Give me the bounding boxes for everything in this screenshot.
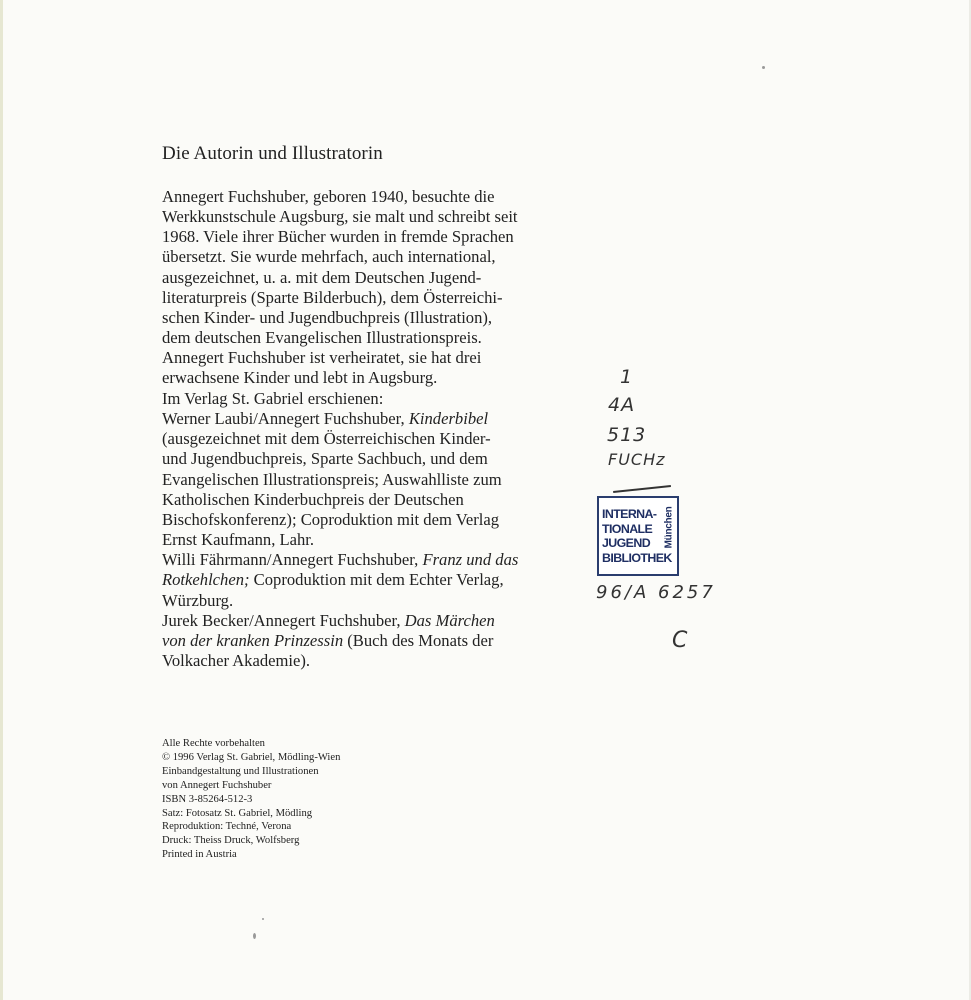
book-authors: Willi Fährmann/Annegert Fuchshuber, (162, 550, 423, 570)
imprint-line: Einbandgestaltung und Illustrationen (162, 765, 319, 777)
book-entry-kinderbibel (162, 409, 592, 429)
author-biography (162, 187, 592, 389)
imprint-line: Alle Rechte vorbehalten (162, 738, 265, 749)
book-note-line: (ausgezeichnet mit dem Österreichischen Kinder- (162, 429, 491, 449)
library-stamp (597, 496, 679, 576)
book-note-line: und Jugendbuchpreis, Sparte Sachbuch, und dem (162, 449, 488, 469)
bio-line: Annegert Fuchshuber, geboren 1940, besuchte die (162, 187, 495, 206)
imprint-block (162, 737, 340, 862)
paper-speck (762, 66, 765, 69)
book-note: Coproduktion mit dem Echter Verlag, (249, 570, 504, 590)
stamp-city: München (663, 506, 675, 549)
bio-line: dem deutschen Evangelischen Illustrationspreis. (162, 328, 482, 348)
stamp-underline (613, 485, 671, 493)
paper-speck (253, 933, 256, 939)
handwritten-mark: FUCHz (608, 450, 666, 469)
imprint-line: © 1996 Verlag St. Gabriel, Mödling-Wien (162, 751, 341, 763)
imprint-line: von Annegert Fuchshuber (162, 779, 272, 791)
stamp-line: TIONALE (602, 521, 653, 536)
book-entry-line: Volkacher Akademie). (162, 651, 311, 671)
book-entry-maerchen (162, 611, 592, 631)
page-edge-left (0, 0, 3, 1000)
handwritten-mark: 4A (608, 394, 636, 416)
handwritten-mark: 513 (607, 424, 647, 446)
book-title: Das Märchen (404, 610, 495, 630)
bio-line: 1968. Viele ihrer Bücher wurden in fremde Sprachen (162, 227, 514, 247)
book-note: (Buch des Monats der (343, 630, 494, 650)
handwritten-mark: 1 (620, 366, 634, 388)
bio-line: erwachsene Kinder und lebt in Augsburg. (162, 368, 438, 388)
book-entry-line (162, 570, 592, 590)
imprint-line: Printed in Austria (162, 849, 237, 861)
book-note-line: Bischofskonferenz); Coproduktion mit dem Verlag (162, 509, 500, 529)
handwritten-mark: C (672, 628, 689, 653)
book-title: Kinderbibel (408, 409, 489, 429)
book-authors: Jurek Becker/Annegert Fuchshuber, (162, 610, 405, 630)
stamp-text (602, 507, 672, 565)
imprint-line: Druck: Theiss Druck, Wolfsberg (162, 835, 300, 847)
stamp-line: JUGEND (602, 536, 651, 551)
book-entry-line (162, 631, 592, 651)
stamp-line: INTERNA- (602, 507, 657, 521)
handwritten-signature: 96/A 6257 (596, 582, 716, 603)
publications-list (162, 389, 592, 671)
book-note-line: Evangelischen Illustrationspreis; Auswahlliste zum (162, 469, 502, 489)
bio-line: literaturpreis (Sparte Bilderbuch), dem Österreichi- (162, 287, 503, 307)
book-note-line: Katholischen Kinderbuchpreis der Deutschen (162, 489, 464, 509)
imprint-line: Satz: Fotosatz St. Gabriel, Mödling (162, 807, 313, 819)
book-entry-line: Würzburg. (162, 590, 234, 610)
stamp-line: BIBLIOTHEK (602, 550, 672, 565)
book-title: Rotkehlchen; (162, 570, 250, 590)
section-heading: Die Autorin und Illustratorin (162, 143, 383, 164)
book-note-line: Ernst Kaufmann, Lahr. (162, 530, 315, 550)
bio-line: ausgezeichnet, u. a. mit dem Deutschen Jugend- (162, 267, 482, 287)
book-title: Franz und das (422, 550, 519, 570)
imprint-line: Reproduktion: Techné, Verona (162, 821, 292, 833)
paper-speck (262, 918, 264, 920)
bio-line: Werkkunstschule Augsburg, sie malt und schreibt seit (162, 207, 518, 227)
book-authors: Werner Laubi/Annegert Fuchshuber, (162, 409, 409, 429)
publications-intro: Im Verlag St. Gabriel erschienen: (162, 389, 384, 408)
bio-line: übersetzt. Sie wurde mehrfach, auch international, (162, 247, 496, 267)
bio-line: schen Kinder- und Jugendbuchpreis (Illustration), (162, 307, 493, 327)
bio-line: Annegert Fuchshuber ist verheiratet, sie hat drei (162, 348, 482, 368)
book-title: von der kranken Prinzessin (162, 630, 344, 650)
book-entry-franz (162, 550, 592, 570)
imprint-line: ISBN 3-85264-512-3 (162, 793, 253, 805)
